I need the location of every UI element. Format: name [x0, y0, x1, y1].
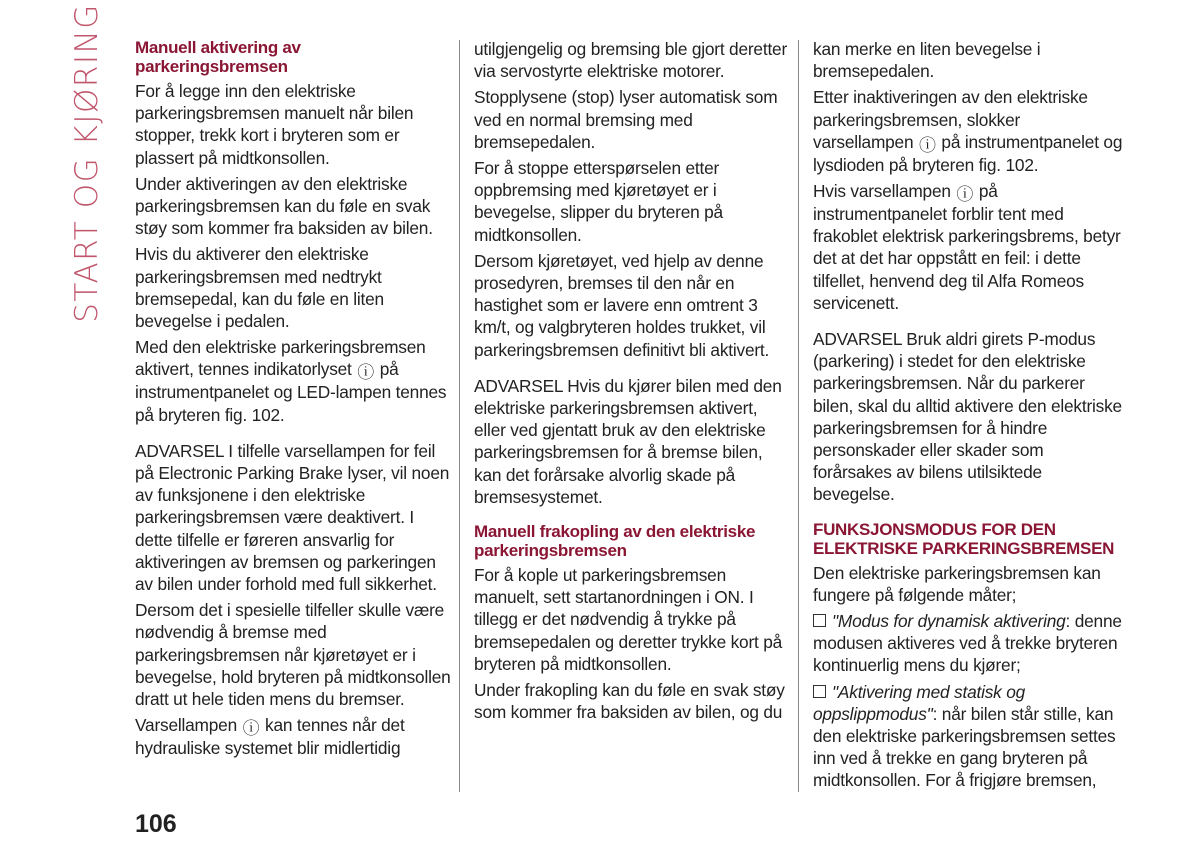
warning-paragraph: ADVARSEL Hvis du kjører bilen med den elektriske parkeringsbremsen aktivert, eller ved gjentatt bruk av den elektriske parkeringsbremsen for å bremse bilen, kan det forårsake alvorlig skade på bremsesystemet.: [474, 375, 782, 507]
column-divider: [459, 40, 460, 792]
paragraph: For å legge inn den elektriske parkeringsbremsen manuelt når bilen stopper, trekk kort i bryteren som er plassert på midtkonsollen.: [135, 81, 414, 168]
paragraph: Under aktiveringen av den elektriske parkeringsbremsen kan du føle en svak støy som kommer fra baksiden av bilen.: [135, 173, 433, 239]
paragraph-text: Hvis varsellampen: [813, 181, 951, 202]
checkbox-bullet-icon: [813, 685, 826, 698]
paragraph: Stopplysene (stop) lyser automatisk som ved en normal bremsing med bremsepedalen.: [474, 87, 778, 152]
chapter-title: START OG KJØRING: [69, 3, 105, 323]
paragraph: utilgjengelig og bremsing ble gjort deretter via servostyrte elektriske motorer.: [474, 39, 788, 82]
paragraph: [813, 180, 1125, 314]
paragraph: [135, 336, 453, 426]
paragraph-text: kan tennes når det hydrauliske systemet blir midlertidig: [135, 715, 405, 759]
paragraph: Under frakopling kan du føle en svak støy som kommer fra baksiden av bilen, og du: [474, 680, 785, 723]
warning-lamp-icon: ⓘ: [357, 363, 375, 383]
warning-paragraph: ADVARSEL I tilfelle varsellampen for feil på Electronic Parking Brake lyser, vil noen av funksjonene i den elektriske parkeringsbremsen være deaktivert. I dette tilfelle er føreren ansvarlig for aktiveringen av bremsen og parkeringen av bilen under forhold med full sikkerhet.: [135, 440, 450, 595]
warning-paragraph: ADVARSEL Bruk aldri girets P-modus (parkering) i stedet for den elektriske parkeringsbremsen. Når du parkerer bilen, skal du alltid aktivere den elektriske parkeringsbremsen for å hindre personskader eller skader som forårsakes av bilens utilsiktede bevegelse.: [813, 329, 1122, 505]
bullet-text: : når bilen står stille, kan den elektriske parkeringsbremsen settes inn ved å trekke en gang bryteren på midtkonsollen. For å frigjøre bremsen,: [813, 703, 1116, 791]
paragraph: Hvis du aktiverer den elektriske parkeringsbremsen med nedtrykt bremsepedal, kan du føle en liten bevegelse i pedalen.: [135, 244, 384, 332]
paragraph-text: på instrumentpanelet forblir tent med frakoblet elektrisk parkeringsbrems, betyr det at det har oppstått en feil: i dette tilfellet, henvend deg til Alfa Romeos servicenett.: [813, 181, 1121, 313]
warning-lamp-icon: ⓘ: [956, 185, 974, 205]
column-3: [813, 38, 1125, 796]
paragraph: [135, 714, 453, 759]
warning-lamp-icon: ⓘ: [919, 135, 936, 155]
paragraph-text: Med den elektriske parkeringsbremsen aktivert, tennes indikatorlyset: [135, 337, 426, 380]
bullet-title: "Modus for dynamisk aktivering: [832, 611, 1066, 632]
column-1: [135, 38, 453, 763]
paragraph: For å kople ut parkeringsbremsen manuelt, sett startanordningen i ON. I tillegg er det nødvendig å trykke på bremsepedalen og deretter trykke kort på bryteren på midtkonsollen.: [474, 565, 783, 674]
page-number: 106: [135, 810, 177, 838]
checkbox-bullet-icon: [813, 614, 826, 627]
chapter-side-tab: [62, 3, 112, 323]
bullet-item: [813, 610, 1125, 677]
column-2: [474, 38, 792, 727]
warning-lamp-icon: ⓘ: [242, 719, 260, 739]
section-heading: FUNKSJONSMODUS FOR DEN ELEKTRISKE PARKERINGSBREMSEN: [813, 519, 1115, 558]
paragraph: For å stoppe etterspørselen etter oppbremsing med kjøretøyet er i bevegelse, slipper du bryteren på midtkonsollen.: [474, 158, 723, 245]
paragraph-text: Varsellampen: [135, 715, 237, 736]
bullet-text: : denne modusen aktiveres ved å trekke bryteren kontinuerlig mens du kjører;: [813, 611, 1122, 676]
bullet-item: [813, 681, 1125, 792]
paragraph: Dersom det i spesielle tilfeller skulle være nødvendig å bremse med parkeringsbremsen når kjøretøyet er i bevegelse, hold bryteren på midtkonsollen dratt ut hele tiden mens du bremser.: [135, 600, 451, 710]
paragraph-text: Etter inaktiveringen av den elektriske parkeringsbremsen, slokker varsellampen: [813, 87, 1088, 152]
paragraph: Den elektriske parkeringsbremsen kan fungere på følgende måter;: [813, 562, 1101, 605]
section-heading: Manuell aktivering av parkeringsbremsen: [135, 38, 301, 76]
section-heading: Manuell frakopling av den elektriske parkeringsbremsen: [474, 522, 756, 561]
bullet-title: "Aktivering med statisk og oppslippmodus": [813, 681, 1026, 724]
paragraph: Dersom kjøretøyet, ved hjelp av denne prosedyren, bremses til den når en hastighet som er lavere enn omtrent 3 km/t, og valgbryteren holdes trukket, vil parkeringsbremsen definitivt bli aktivert.: [474, 250, 770, 360]
column-divider: [798, 40, 799, 792]
paragraph-text: på instrumentpanelet og LED-lampen tennes på bryteren fig. 102.: [135, 359, 447, 425]
paragraph: kan merke en liten bevegelse i bremsepedalen.: [813, 39, 1041, 82]
paragraph-text: på instrumentpanelet og lysdioden på bryteren fig. 102.: [813, 131, 1123, 175]
paragraph: [813, 86, 1125, 176]
